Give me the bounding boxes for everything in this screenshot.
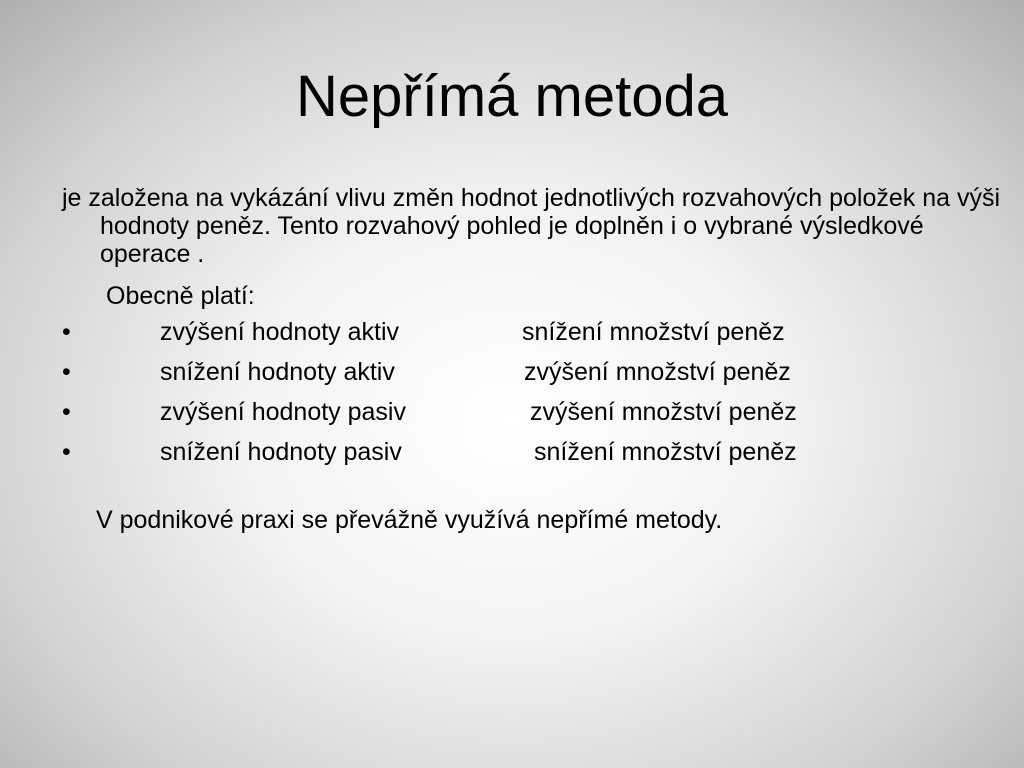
intro-paragraph: je založena na vykázání vlivu změn hodnot jednotlivých rozvahových položek na výši hodnoty peněz. Tento rozvahový pohled je doplněn i o vybrané výsledkové operace . [62, 184, 1001, 268]
rule-effect: zvýšení množství peněz [524, 358, 791, 386]
rule-cause: snížení hodnoty aktiv [160, 358, 395, 386]
rule-effect: snížení množství peněz [534, 438, 797, 466]
bullet-icon: • [62, 358, 71, 386]
rule-cause: zvýšení hodnoty pasiv [160, 398, 406, 426]
rule-effect: snížení množství peněz [522, 318, 785, 346]
bullet-icon: • [62, 438, 71, 466]
rule-cause: zvýšení hodnoty aktiv [160, 318, 400, 346]
bullet-icon: • [62, 318, 71, 346]
slide-title: Nepřímá metoda [296, 64, 728, 129]
rule-item [62, 356, 962, 396]
bullet-icon: • [62, 398, 71, 426]
rule-cause: snížení hodnoty pasiv [160, 438, 402, 466]
rule-item [62, 436, 962, 476]
general-rule-label: Obecně platí: [106, 282, 255, 310]
rules-list [62, 316, 962, 476]
rule-effect: zvýšení množství peněz [530, 398, 797, 426]
conclusion-text: V podnikové praxi se převážně využívá nepřímé metody. [96, 506, 723, 534]
rule-item [62, 396, 962, 436]
rule-item [62, 316, 962, 356]
